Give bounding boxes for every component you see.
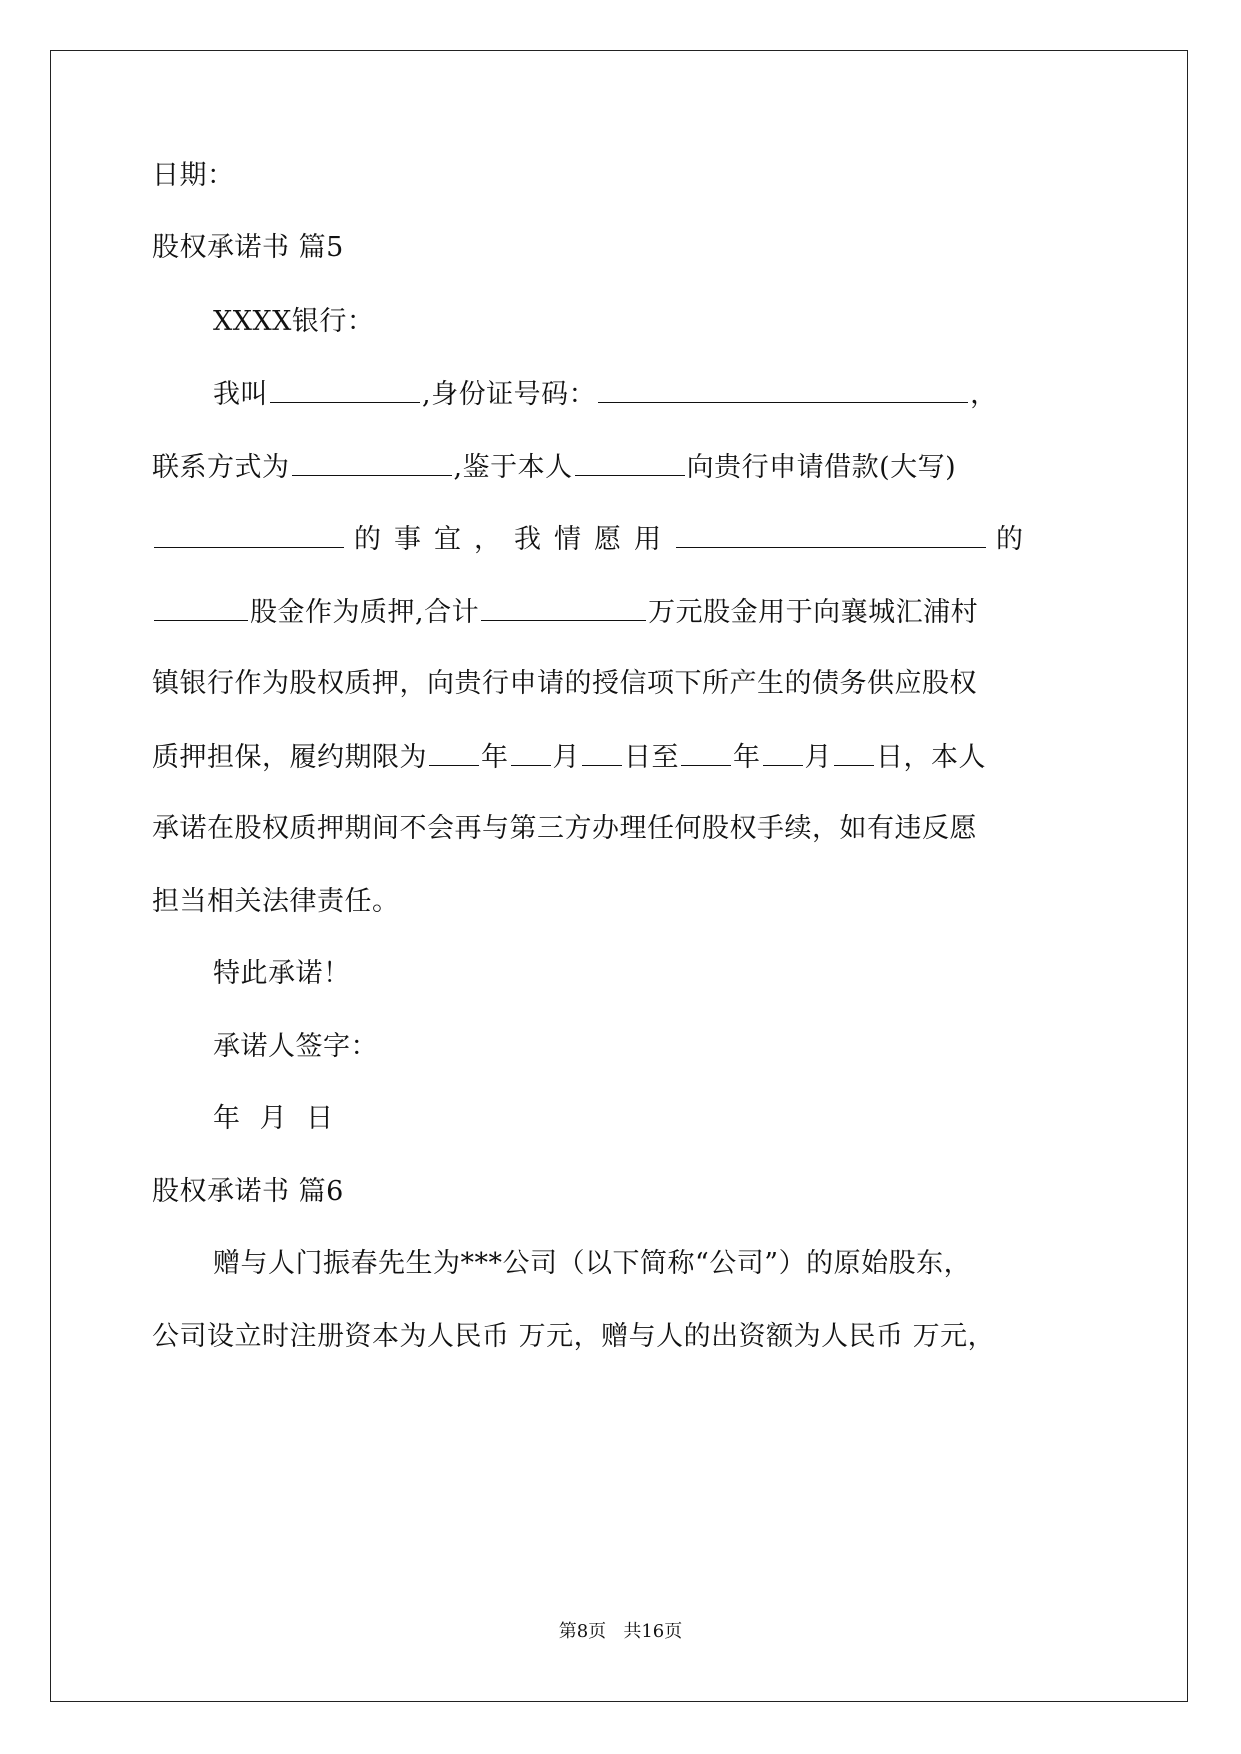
amount-blank	[154, 521, 344, 548]
text-segment: 年	[481, 742, 509, 773]
text-segment: 的	[996, 524, 1024, 555]
text-segment: 日，本人	[876, 742, 986, 773]
share-amount-blank	[154, 594, 248, 621]
text-segment: 质押担保，履约期限为	[152, 742, 427, 773]
end-day-blank	[834, 739, 874, 766]
page-border	[50, 50, 1188, 1702]
signature-label: 承诺人签字：	[213, 1031, 378, 1062]
text-segment: ,身份证号码：	[422, 379, 597, 410]
text-segment: 年	[733, 742, 761, 773]
text-segment: 我叫	[213, 379, 268, 410]
applicant-blank	[575, 449, 685, 476]
name-blank	[270, 376, 420, 403]
shareholding-blank	[676, 521, 986, 548]
text-segment: 联系方式为	[152, 452, 290, 483]
page-number-footer: 第8页 共16页	[558, 1621, 683, 1642]
paragraph-line-1	[213, 376, 1088, 413]
total-blank	[481, 594, 646, 621]
heading-section-6: 股权承诺书 篇6	[152, 1176, 344, 1207]
paragraph-line-8: 担当相关法律责任。	[152, 886, 400, 917]
gift-paragraph-line-2: 公司设立时注册资本为人民币 万元，赠与人的出资额为人民币 万元，	[152, 1321, 996, 1352]
start-month-blank	[511, 739, 551, 766]
text-segment: 的事宜，我情愿用	[354, 524, 674, 555]
paragraph-line-3	[152, 521, 1088, 558]
text-segment: 月	[804, 742, 832, 773]
end-year-blank	[681, 739, 731, 766]
end-month-blank	[763, 739, 803, 766]
text-segment: ,鉴于本人	[453, 452, 573, 483]
paragraph-line-4	[152, 594, 978, 631]
paragraph-line-2	[152, 449, 956, 486]
gift-paragraph-line-1: 赠与人门振春先生为***公司（以下简称“公司”）的原始股东，	[213, 1248, 972, 1279]
text-segment: ，	[970, 379, 998, 410]
id-number-blank	[598, 376, 968, 403]
start-day-blank	[582, 739, 622, 766]
paragraph-line-5: 镇银行作为股权质押，向贵行申请的授信项下所产生的债务供应股权	[152, 668, 977, 699]
text-segment: 向贵行申请借款(大写)	[686, 452, 957, 483]
text-segment: 股金作为质押,合计	[250, 597, 480, 628]
closing-statement: 特此承诺！	[213, 958, 351, 989]
heading-section-5: 股权承诺书 篇5	[152, 232, 344, 263]
paragraph-line-7: 承诺在股权质押期间不会再与第三方办理任何股权手续，如有违反愿	[152, 813, 977, 844]
text-segment: 日至	[624, 742, 679, 773]
start-year-blank	[429, 739, 479, 766]
text-segment: 月	[552, 742, 580, 773]
contact-blank	[292, 449, 452, 476]
paragraph-line-6	[152, 739, 986, 776]
addressee: XXXX银行：	[213, 306, 375, 337]
text-segment: 万元股金用于向襄城汇浦村	[648, 597, 979, 628]
date-ymd: 年 月 日	[213, 1103, 334, 1134]
date-label: 日期：	[152, 160, 235, 191]
